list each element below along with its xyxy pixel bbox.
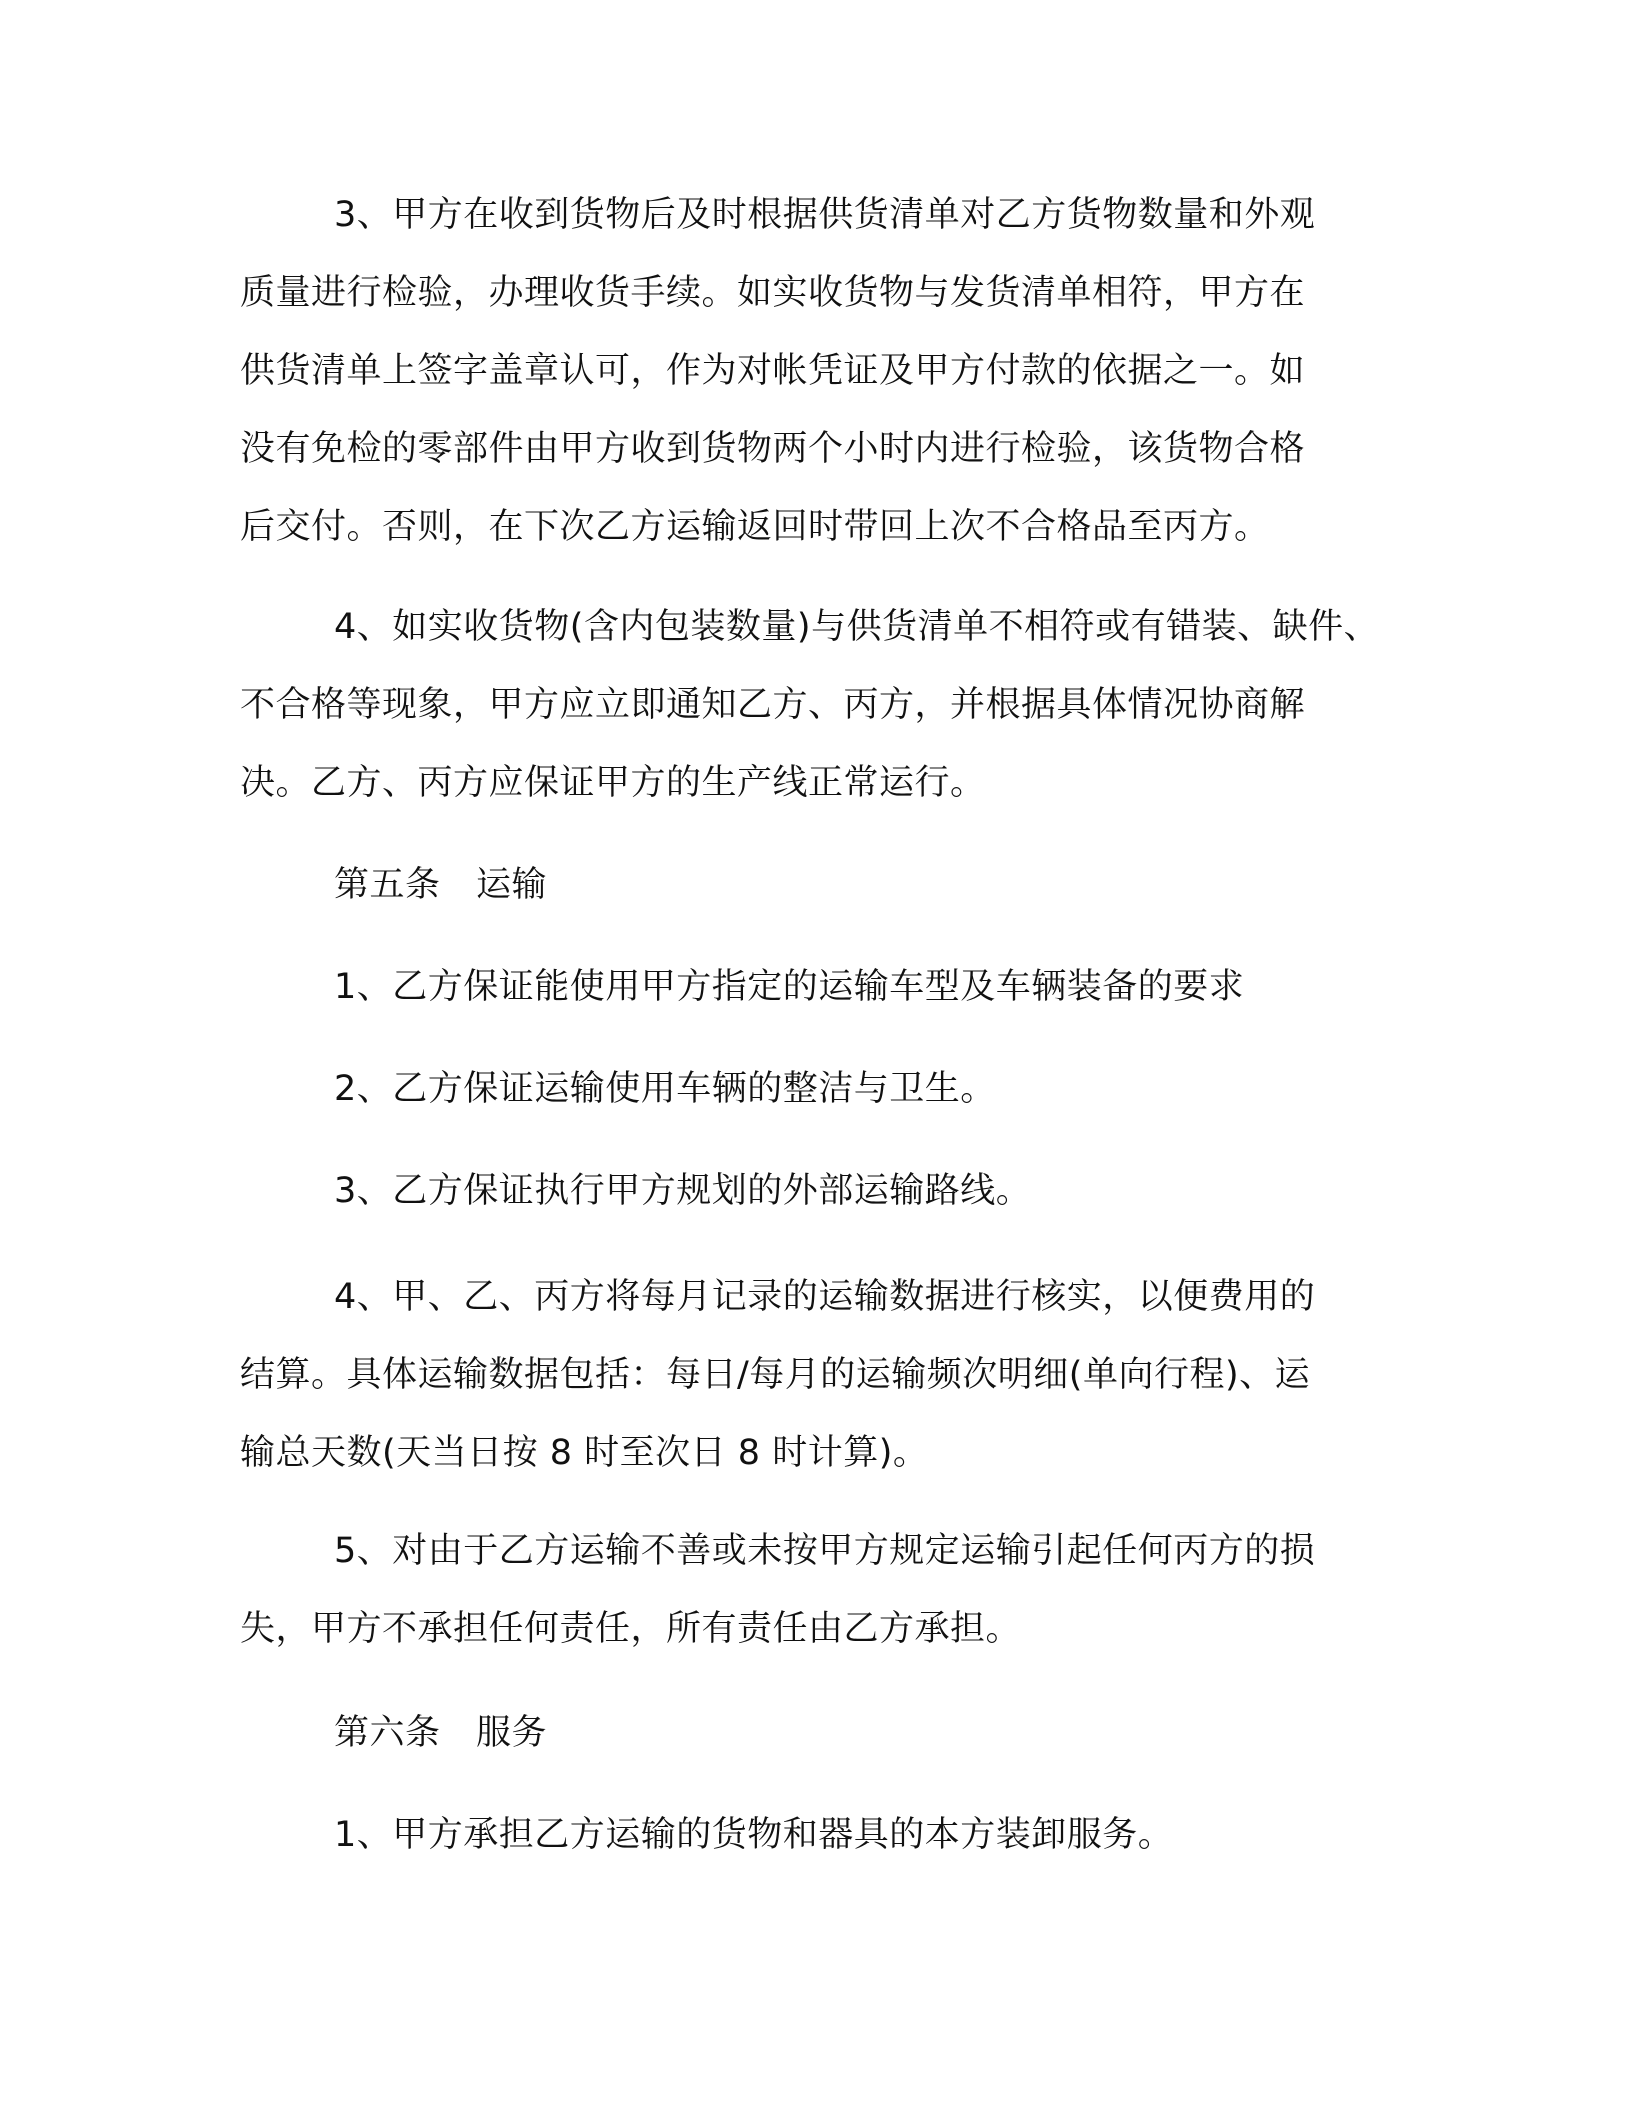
text-line: 结算。具体运输数据包括：每日/每月的运输频次明细(单向行程)、运	[240, 1355, 1311, 1395]
article-six-heading	[240, 1694, 1412, 1772]
text-line: 输总天数(天当日按 8 时至次日 8 时计算)。	[240, 1433, 929, 1473]
text-line: 2、乙方保证运输使用车辆的整洁与卫生。	[334, 1069, 996, 1109]
clause-5-3	[240, 1152, 1412, 1230]
clause-5-1	[240, 948, 1412, 1026]
text-line: 后交付。否则，在下次乙方运输返回时带回上次不合格品至丙方。	[240, 507, 1270, 547]
text-line: 4、甲、乙、丙方将每月记录的运输数据进行核实，以便费用的	[334, 1277, 1316, 1317]
text-line: 3、乙方保证执行甲方规划的外部运输路线。	[334, 1171, 1032, 1211]
text-line: 供货清单上签字盖章认可，作为对帐凭证及甲方付款的依据之一。如	[240, 351, 1306, 391]
text-line: 3、甲方在收到货物后及时根据供货清单对乙方货物数量和外观	[334, 195, 1316, 235]
text-line: 4、如实收货物(含内包装数量)与供货清单不相符或有错装、缺件、	[334, 607, 1380, 647]
heading-text: 第六条 服务	[334, 1713, 548, 1753]
paragraph-discrepancy	[240, 588, 1412, 822]
text-line: 1、乙方保证能使用甲方指定的运输车型及车辆装备的要求	[334, 967, 1245, 1007]
article-five-heading	[240, 846, 1412, 924]
text-line: 没有免检的零部件由甲方收到货物两个小时内进行检验，该货物合格	[240, 429, 1306, 469]
paragraph-inspection	[240, 176, 1412, 566]
text-line: 决。乙方、丙方应保证甲方的生产线正常运行。	[240, 763, 986, 803]
text-line: 不合格等现象，甲方应立即通知乙方、丙方，并根据具体情况协商解	[240, 685, 1306, 725]
text-line: 5、对由于乙方运输不善或未按甲方规定运输引起任何丙方的损	[334, 1531, 1316, 1571]
text-line: 质量进行检验，办理收货手续。如实收货物与发货清单相符，甲方在	[240, 273, 1306, 313]
heading-text: 第五条 运输	[334, 865, 548, 905]
clause-5-2	[240, 1050, 1412, 1128]
text-line: 失，甲方不承担任何责任，所有责任由乙方承担。	[240, 1609, 1022, 1649]
text-line: 1、甲方承担乙方运输的货物和器具的本方装卸服务。	[334, 1815, 1174, 1855]
clause-5-4	[240, 1258, 1412, 1492]
clause-6-1	[240, 1796, 1412, 1874]
clause-5-5	[240, 1512, 1412, 1668]
